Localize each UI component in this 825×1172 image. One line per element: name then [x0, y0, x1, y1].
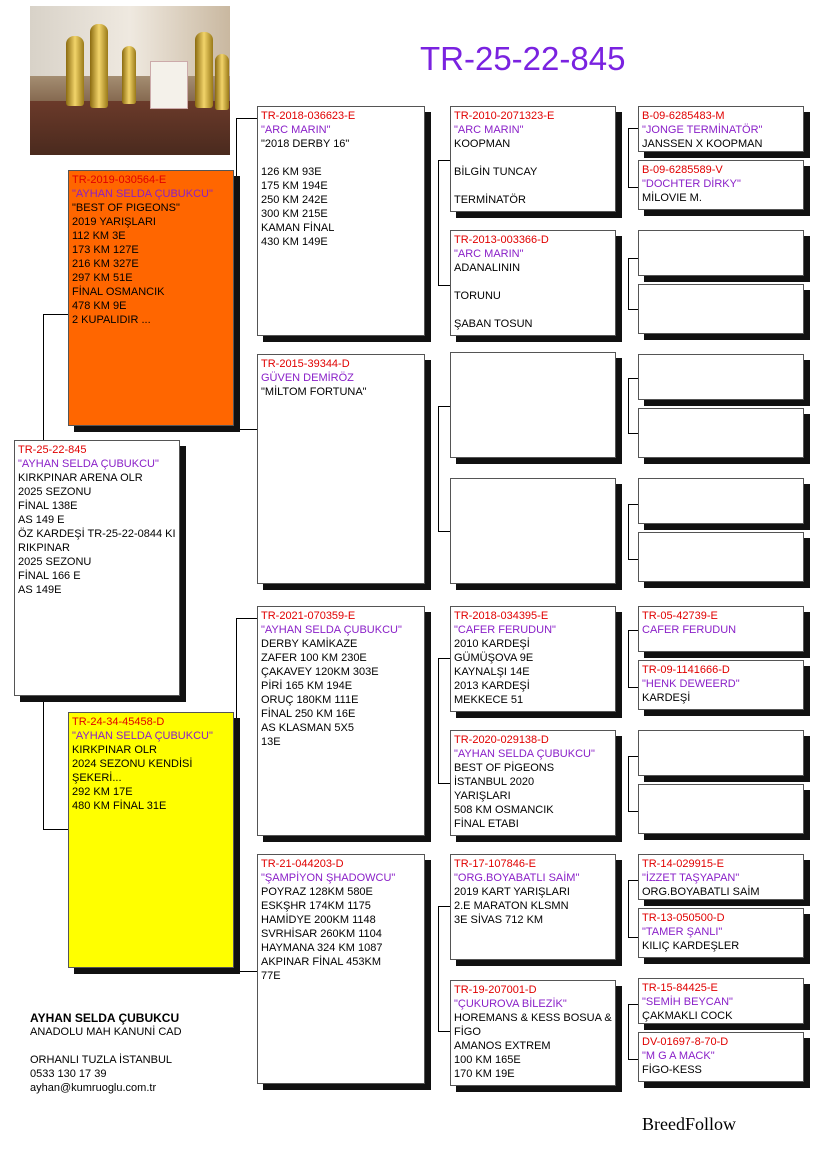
info-line: SVRHİSAR 260KM 1104 — [261, 928, 382, 940]
info-line: "MİLTOM FORTUNA" — [261, 386, 367, 398]
brand-logo: BreedFollow — [642, 1114, 736, 1134]
dam-line: KIRKPINAR OLR — [72, 744, 157, 756]
ring-number: TR-15-84425-E — [642, 982, 718, 994]
pigeon-name: "CAFER FERUDUN" — [454, 624, 556, 636]
gen4-box-14 — [638, 908, 804, 958]
info-line: BEST OF PİGEONS — [454, 762, 555, 774]
pigeon-name: "İZZET TAŞYAPAN" — [642, 872, 740, 884]
sire-line: 478 KM 9E — [72, 300, 127, 312]
gen4-box-13 — [638, 854, 804, 900]
info-line: İSTANBUL 2020 — [454, 776, 535, 788]
info-line: HAMİDYE 200KM 1148 — [261, 914, 376, 926]
info-line — [261, 151, 421, 165]
info-line: FİGO — [454, 1026, 481, 1038]
gen4-box-9 — [638, 606, 804, 652]
pigeon-name: "TAMER ŞANLI" — [642, 926, 723, 938]
info-line: 2019 KART YARIŞLARI — [454, 886, 570, 898]
info-line: GÜMÜŞOVA 9E — [454, 652, 534, 664]
info-line: 2010 KARDEŞİ — [454, 638, 530, 650]
info-line: JANSSEN X KOOPMAN — [642, 138, 763, 150]
info-line: ADANALININ — [454, 262, 521, 274]
sire-line: 2019 YARIŞLARI — [72, 216, 156, 228]
info-line: KOOPMAN — [454, 138, 511, 150]
subject-line: AS 149 E — [18, 514, 65, 526]
dam-line: 480 KM FİNAL 31E — [72, 800, 167, 812]
sire-line: 216 KM 327E — [72, 258, 139, 270]
subject-line: ÖZ KARDEŞİ TR-25-22-0844 KI — [18, 528, 176, 540]
gen4-box-11 — [638, 730, 804, 776]
dam-ring: TR-24-34-45458-D — [72, 716, 165, 728]
ring-number: TR-2021-070359-E — [261, 610, 356, 622]
pigeon-name: "ARC MARIN" — [261, 124, 331, 136]
connector-gen2-b — [236, 618, 257, 972]
info-line: ZAFER 100 KM 230E — [261, 652, 367, 664]
info-line: 430 KM 149E — [261, 236, 328, 248]
info-line — [454, 179, 612, 193]
gen2-box-4 — [257, 854, 425, 1084]
owner-name: AYHAN SELDA ÇUBUKCU — [30, 1011, 180, 1025]
page-title: TR-25-22-845 — [420, 40, 626, 77]
info-line: AS KLASMAN 5X5 — [261, 722, 354, 734]
gen4-box-12 — [638, 784, 804, 834]
pigeon-name: "DOCHTER DİRKY" — [642, 178, 741, 190]
pigeon-name: "ŞAMPİYON ŞHADOWCU" — [261, 872, 396, 884]
gen3-box-2 — [450, 230, 616, 336]
gen3-box-8 — [450, 980, 616, 1086]
gen3-box-3 — [450, 352, 616, 458]
gen2-box-3 — [257, 606, 425, 836]
sire-line: "BEST OF PIGEONS" — [72, 202, 180, 214]
ring-number: TR-2013-003366-D — [454, 234, 549, 246]
pigeon-name: "AYHAN SELDA ÇUBUKCU" — [454, 748, 595, 760]
gen4-box-1 — [638, 106, 804, 152]
pigeon-name: CAFER FERUDUN — [642, 624, 737, 636]
pigeon-name: "JONGE TERMİNATÖR" — [642, 124, 763, 136]
ring-number: TR-14-029915-E — [642, 858, 724, 870]
pigeon-name: "ORG.BOYABATLI SAİM" — [454, 872, 580, 884]
owner-address-2: ORHANLI TUZLA İSTANBUL — [30, 1054, 173, 1066]
dam-box — [68, 712, 234, 968]
gen2-box-2 — [257, 354, 425, 584]
owner-phone: 0533 130 17 39 — [30, 1068, 107, 1080]
info-line: 13E — [261, 736, 281, 748]
pigeon-name: "ÇUKUROVA BİLEZİK" — [454, 998, 567, 1010]
ring-number: TR-2015-39344-D — [261, 358, 350, 370]
ring-number: B-09-6285483-M — [642, 110, 725, 122]
sire-line: 2 KUPALIDIR ... — [72, 314, 151, 326]
ring-number: TR-21-044203-D — [261, 858, 344, 870]
sire-line: 112 KM 3E — [72, 230, 126, 242]
info-line: DERBY KAMİKAZE — [261, 638, 358, 650]
subject-line: 2025 SEZONU — [18, 556, 92, 568]
info-line: 100 KM 165E — [454, 1054, 521, 1066]
info-line: 508 KM OSMANCIK — [454, 804, 554, 816]
ring-number: DV-01697-8-70-D — [642, 1036, 729, 1048]
dam-line: 292 KM 17E — [72, 786, 133, 798]
pigeon-name: "ARC MARIN" — [454, 248, 524, 260]
gen4-box-7 — [638, 478, 804, 524]
dam-line: ŞEKERİ... — [72, 772, 122, 784]
info-line: MEKKECE 51 — [454, 694, 524, 706]
gen4-box-6 — [638, 408, 804, 458]
info-line: ÇAKAVEY 120KM 303E — [261, 666, 379, 678]
info-line: POYRAZ 128KM 580E — [261, 886, 373, 898]
pigeon-name: "M G A MACK" — [642, 1050, 715, 1062]
ring-number: TR-2018-036623-E — [261, 110, 356, 122]
subject-ring: TR-25-22-845 — [18, 444, 87, 456]
info-line: ORG.BOYABATLI SAİM — [642, 886, 760, 898]
ring-number: TR-05-42739-E — [642, 610, 718, 622]
dam-name: "AYHAN SELDA ÇUBUKCU" — [72, 730, 213, 742]
pigeon-name: "ARC MARIN" — [454, 124, 524, 136]
info-line: BİLGİN TUNCAY — [454, 166, 538, 178]
info-line: 170 KM 19E — [454, 1068, 515, 1080]
pigeon-name: "AYHAN SELDA ÇUBUKCU" — [261, 624, 402, 636]
subject-box — [14, 440, 180, 696]
subject-line: FİNAL 138E — [18, 500, 78, 512]
gen4-box-2 — [638, 160, 804, 210]
connector-gen2-a — [236, 118, 257, 430]
info-line: KARDEŞİ — [642, 692, 691, 704]
gen4-box-10 — [638, 660, 804, 710]
info-line: AKPINAR FİNAL 453KM — [261, 956, 382, 968]
info-line: 2013 KARDEŞİ — [454, 680, 530, 692]
gen4-box-4 — [638, 284, 804, 334]
gen3-box-4 — [450, 478, 616, 584]
subject-line: KIRKPINAR ARENA OLR — [18, 472, 143, 484]
sire-line: 173 KM 127E — [72, 244, 139, 256]
gen3-box-5 — [450, 606, 616, 712]
info-line: KAMAN FİNAL — [261, 222, 335, 234]
gen3-box-7 — [450, 854, 616, 960]
info-line: KAYNALŞI 14E — [454, 666, 530, 678]
pigeon-name: "SEMİH BEYCAN" — [642, 996, 733, 1008]
info-line — [454, 151, 612, 165]
ring-number: TR-2010-2071323-E — [454, 110, 555, 122]
info-line: ESKŞHR 174KM 1175 — [261, 900, 371, 912]
gen4-box-15 — [638, 978, 804, 1024]
info-line: "2018 DERBY 16" — [261, 138, 350, 150]
info-line: 250 KM 242E — [261, 194, 328, 206]
ring-number: TR-09-1141666-D — [642, 664, 730, 676]
gen4-box-16 — [638, 1032, 804, 1082]
subject-line: AS 149E — [18, 584, 62, 596]
sire-name: "AYHAN SELDA ÇUBUKCU" — [72, 188, 213, 200]
info-line: FİNAL ETABI — [454, 818, 519, 830]
subject-line: 2025 SEZONU — [18, 486, 92, 498]
info-line — [454, 275, 612, 289]
info-line: PİRİ 165 KM 194E — [261, 680, 353, 692]
gen4-box-5 — [638, 354, 804, 400]
info-line: HOREMANS & KESS BOSUA & — [454, 1012, 612, 1024]
sire-line: 297 KM 51E — [72, 272, 133, 284]
info-line: 126 KM 93E — [261, 166, 322, 178]
info-line: 2.E MARATON KLSMN — [454, 900, 569, 912]
ring-number: TR-17-107846-E — [454, 858, 536, 870]
info-line: ÇAKMAKLI COCK — [642, 1010, 733, 1022]
info-line: FİNAL 250 KM 16E — [261, 708, 356, 720]
gen2-box-1 — [257, 106, 425, 336]
info-line: ORUÇ 180KM 111E — [261, 694, 359, 706]
info-line: FİGO-KESS — [642, 1064, 702, 1076]
ring-number: TR-2020-029138-D — [454, 734, 549, 746]
info-line: 175 KM 194E — [261, 180, 328, 192]
info-line: 77E — [261, 970, 281, 982]
info-line: YARIŞLARI — [454, 790, 511, 802]
info-line: TORUNU — [454, 290, 501, 302]
gen3-box-1 — [450, 106, 616, 212]
subject-line: FİNAL 166 E — [18, 570, 81, 582]
info-line: TERMİNATÖR — [454, 194, 526, 206]
info-line: KILIÇ KARDEŞLER — [642, 940, 740, 952]
trophy-photo — [30, 6, 230, 155]
info-line: 300 KM 215E — [261, 208, 328, 220]
info-line — [454, 303, 612, 317]
ring-number: TR-13-050500-D — [642, 912, 725, 924]
ring-number: TR-19-207001-D — [454, 984, 537, 996]
sire-box — [68, 170, 234, 426]
gen4-box-8 — [638, 532, 804, 582]
info-line: 3E SİVAS 712 KM — [454, 914, 544, 926]
sire-ring: TR-2019-030564-E — [72, 174, 167, 186]
dam-line: 2024 SEZONU KENDİSİ — [72, 758, 193, 770]
gen3-box-6 — [450, 730, 616, 836]
sire-line: FİNAL OSMANCIK — [72, 286, 165, 298]
info-line: ŞABAN TOSUN — [454, 318, 533, 330]
subject-line: RIKPINAR — [18, 542, 70, 554]
subject-name: "AYHAN SELDA ÇUBUKCU" — [18, 458, 159, 470]
info-line: AMANOS EXTREM — [454, 1040, 551, 1052]
owner-info — [30, 1011, 182, 1095]
owner-address-1: ANADOLU MAH KANUNİ CAD — [30, 1026, 182, 1038]
pigeon-name: GÜVEN DEMİRÖZ — [261, 372, 354, 384]
ring-number: B-09-6285589-V — [642, 164, 723, 176]
pigeon-name: "HENK DEWEERD" — [642, 678, 740, 690]
gen4-box-3 — [638, 230, 804, 276]
info-line: HAYMANA 324 KM 1087 — [261, 942, 383, 954]
ring-number: TR-2018-034395-E — [454, 610, 549, 622]
owner-email[interactable]: ayhan@kumruoglu.com.tr — [30, 1082, 157, 1094]
info-line: MİLOVIE M. — [642, 192, 702, 204]
